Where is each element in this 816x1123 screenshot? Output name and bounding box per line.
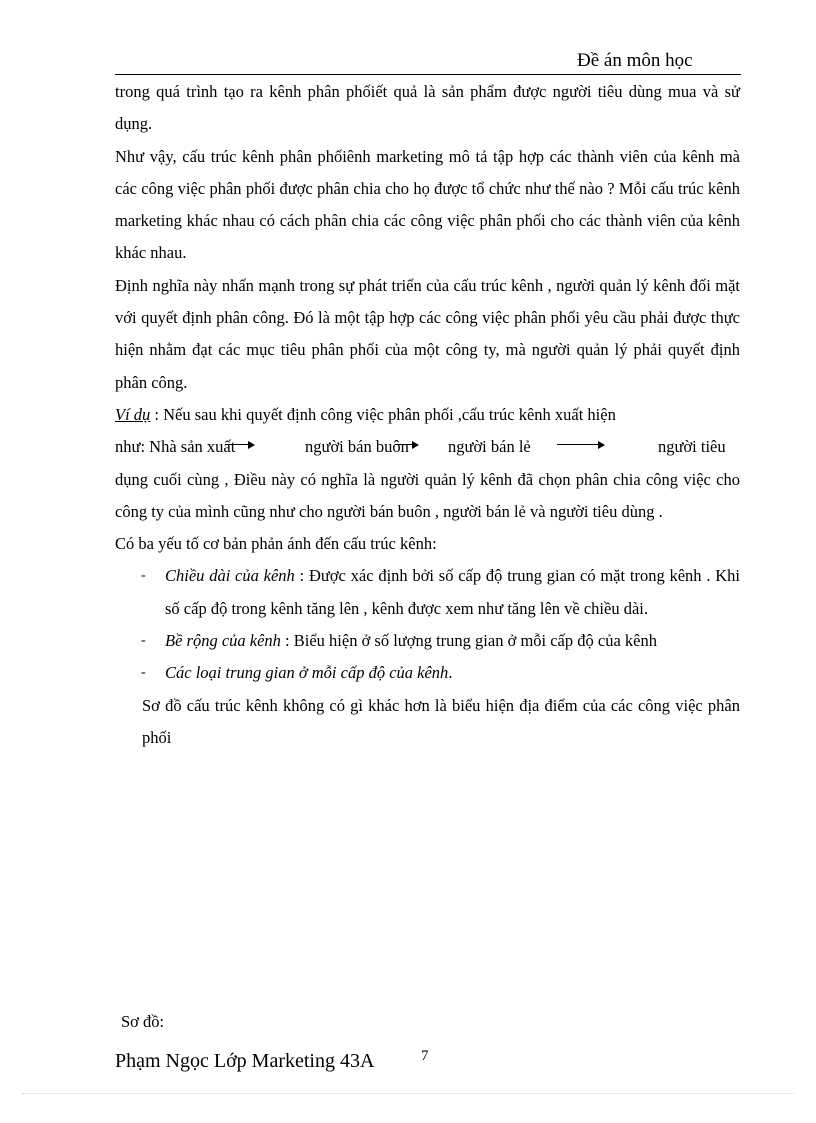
- factors-list: [115, 560, 740, 689]
- flow-retailer: người bán lẻ: [448, 437, 531, 457]
- paragraph-3: Định nghĩa này nhấn mạnh trong sự phát triển của cấu trúc kênh , người quản lý kênh đối mặt với quyết định phân công. Đó là một tập hợp các công việc phân phối yêu cầu phải được thực hiện nhằm đạt các mục tiêu phân phối của một công ty, mà người quản lý phải quyết định phân công.: [115, 275, 740, 392]
- closing-paragraph: Sơ đồ cấu trúc kênh không có gì khác hơn là biểu hiện địa điểm của các công việc phân phối: [142, 695, 740, 747]
- factor-term: Chiều dài của kênh: [165, 566, 295, 586]
- flow-arrow-2: [395, 444, 417, 445]
- footer-rule: [22, 1093, 794, 1094]
- bullet-dash: -: [141, 633, 146, 649]
- factor-term: Các loại trung gian ở mỗi cấp độ của kênh: [165, 663, 449, 683]
- example-rest: dụng cuối cùng , Điều này có nghĩa là người quản lý kênh đã chọn phân chia công việc cho công ty của mình cũng như cho người bán buôn , người bán lẻ và người tiêu dùng .: [115, 469, 740, 521]
- paragraph-2: Như vậy, cấu trúc kênh phân phốiênh marketing mô tả tập hợp các thành viên của kênh mà các công việc phân phối được phân chia cho họ được tổ chức như thế nào ? Mỗi cấu trúc kênh marketing khác nhau có cách phân chia các công việc phân phối cho các thành viên của kênh khác nhau.: [115, 146, 740, 263]
- flow-producer: như: Nhà sản xuất: [115, 437, 236, 457]
- paragraph-1: trong quá trình tạo ra kênh phân phốiết quả là sản phẩm được người tiêu dùng mua và sử dụng.: [115, 82, 740, 134]
- factor-item: [141, 657, 740, 689]
- header-title: Đề án môn học: [577, 50, 693, 71]
- flow-arrow-1: [225, 444, 253, 445]
- diagram-label: Sơ đồ:: [121, 1012, 165, 1031]
- flow-wholesaler: người bán buôn: [305, 437, 409, 457]
- channel-flow: [115, 431, 740, 463]
- footer-author: Phạm Ngọc Lớp Marketing 43A: [115, 1050, 375, 1072]
- document-body: [115, 76, 740, 754]
- factor-desc: .: [448, 663, 453, 683]
- factor-term: Bề rộng của kênh: [165, 631, 281, 651]
- factor-item: [141, 625, 740, 657]
- page-number: 7: [421, 1048, 429, 1064]
- header-rule: [115, 74, 741, 75]
- flow-arrow-3: [557, 444, 603, 445]
- example-intro: : Nếu sau khi quyết định công việc phân phối ,cấu trúc kênh xuất hiện: [150, 404, 616, 424]
- example-paragraph: [115, 399, 740, 431]
- factor-desc: : Được xác định bởi số cấp độ trung gian có mặt trong kênh . Khi số cấp độ trong kênh tăng lên , kênh được xem như tăng lên về chiều dài.: [165, 566, 740, 618]
- factor-item: [141, 560, 740, 625]
- factor-desc: : Biểu hiện ở số lượng trung gian ở mỗi cấp độ của kênh: [280, 631, 657, 651]
- factors-intro: Có ba yếu tố cơ bản phản ánh đến cấu trúc kênh:: [115, 534, 437, 554]
- flow-consumer: người tiêu: [658, 437, 726, 457]
- bullet-dash: -: [141, 568, 146, 584]
- example-label: Ví dụ: [115, 404, 151, 424]
- bullet-dash: -: [141, 665, 146, 681]
